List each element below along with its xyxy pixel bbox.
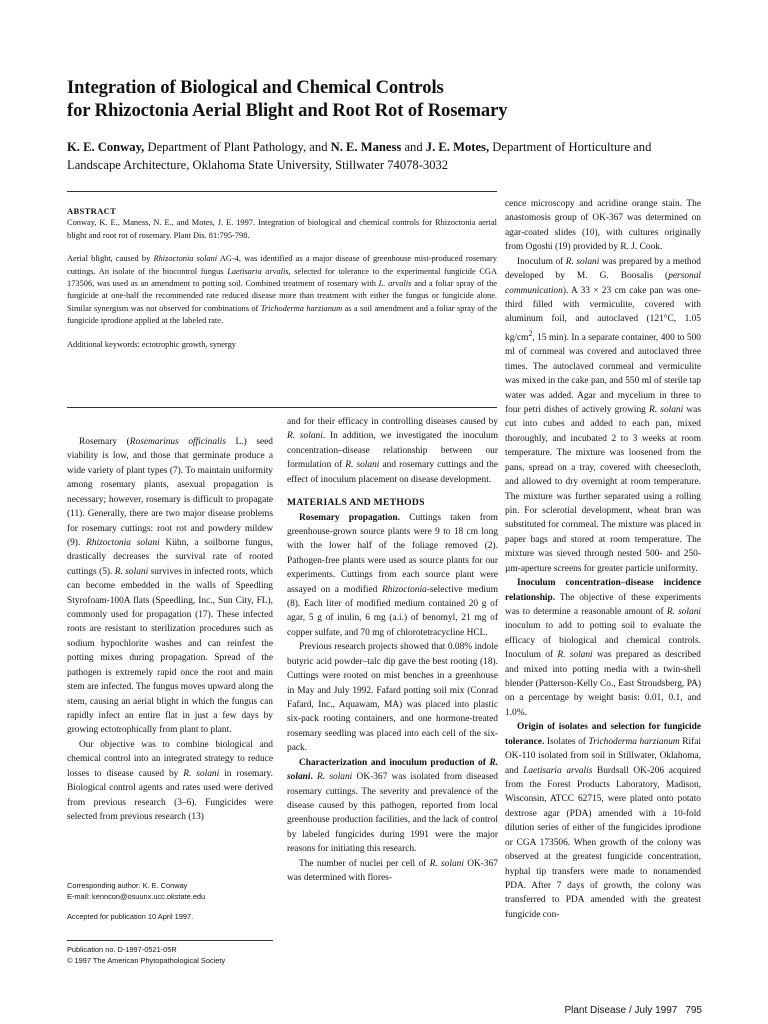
isolate-origin-paragraph: Origin of isolates and selection for fungicide tolerance. Isolates of Trichoderma harzianum Rifai OK-110 isolated from soil in Stillwater, Oklahoma, and Laetisaria arvalis Burdsall OK-206 acquired from the Forest Products Laboratory, Madison, Wisconsin, ATCC 62715, were plated onto potato dextrose agar (PDA) amended with a 10-fold dilution series of either of the fungicides iprodione or CGA 173506. When growth of the colony was observed at the greatest fungicide concentration, hyphal tip transfers were made to nonamended PDA. After 7 days of growth, the colony was transferred to PDA amended with the greatest fungicide con- — [505, 722, 701, 920]
abstract-heading: ABSTRACT — [67, 206, 117, 216]
intro-paragraph-1: Rosemary (Rosemarinus officinalis L.) seed viability is low, and those that germinate produce a wide variety of plant types (7). To maintain uniformity among rosemary plants, asexual propagation is necessary; however, rosemary is difficult to propagate (11). Generally, there are two major disease problems for rosemary cuttings: root rot and powdery mildew (9). Rhizoctonia solani Kühn, a soilborne fungus, drastically decreases the survival rate of rooted cuttings (5). R. solani survives in infected roots, which can become embedded in the walls of Speedling Styrofoam-100A flats (Speedling, Inc., Sun City, FL), commonly used for propagation (17). These infected roots are resistant to sterilization procedures such as sodium hypochlorite washes and can reinfest the potting mixes during propagation. Spread of the pathogen is extremely rapid once the root and main stem are infected. The fungus moves upward along the stem, causing an aerial blight in which the fungus can rapidly infect an entire flat in just a few days by growing ectotrophically from plant to plant. — [67, 437, 273, 736]
author-conway: K. E. Conway, — [67, 140, 145, 154]
inoculum-concentration-paragraph: Inoculum concentration–disease incidence relationship. The objective of these experiments was to determine a reasonable amount of R. solani inoculum to add to potting soil to evaluate the efficacy of biological and chemical controls. Inoculum of R. solani was prepared as described and mixed into potting media with a twin-shell blender (Patterson-Kelly Co., East Stroudsberg, PA) on a percentage by weight basis: 0.01, 0.1, and 1.0%. — [505, 578, 701, 718]
author-conjunction: and — [401, 140, 426, 154]
correspondence-note — [67, 881, 273, 923]
abstract-top-rule — [67, 191, 497, 192]
copyright-line: © 1997 The American Phytopathological Society — [67, 955, 226, 965]
page-number: 795 — [685, 1005, 702, 1016]
body-column-3 — [505, 197, 701, 922]
abstract-body: Aerial blight, caused by Rhizoctonia solani AG-4, was identified as a major disease of greenhouse mist-produced rosemary cuttings. An isolate of the biocontrol fungus Laetisaria arvalis, selected for tolerance to the experimental fungicide CGA 173506, was used as an amendment to potting soil. Combined treatment of rosemary with L. arvalis and a foliar spray of the fungicide at one-half the recommended rate reduced disease more than treatment with either the fungus or fungicide alone. Similar synergism was not observed for combinations of Trichoderma harzianum as a soil amendment and a foliar spray of the fungicide iprodione applied at the labeled rate. — [67, 254, 498, 326]
intro-continuation: and for their efficacy in controlling diseases caused by R. solani. In addition, we investigated the inoculum concentration–disease relationship between our formulation of R. solani and rosemary cuttings and the effect of inoculum placement on disease development. — [287, 417, 499, 485]
journal-issue: Plant Disease / July 1997 — [564, 1005, 678, 1016]
author-block — [67, 138, 707, 174]
section-heading-methods: MATERIALS AND METHODS — [287, 497, 425, 509]
title-line-2: for Rhizoctonia Aerial Blight and Root Rot of Rosemary — [67, 100, 508, 121]
author-email: E-mail: kenncon@osuunx.ucc.okstate.edu — [67, 891, 206, 901]
article-title — [67, 76, 707, 122]
abstract-citation: Conway, K. E., Maness, N. E., and Motes, J. E. 1997. Integration of biological and chemical controls for Rhizoctonia aerial blight and root rot of rosemary. Plant Dis. 81:795-798. — [67, 218, 497, 240]
rooting-paragraph: Previous research projects showed that 0.08% indole butyric acid powder–talc dip gave the best rooting (18). Cuttings were rooted on mist benches in a greenhouse in May and July 1992. Fafard potting soil mix (Conrad Fafard, Inc., Aquawam, MA) was placed into plastic six-pack rooting containers, and one hormone-treated rosemary seedling was placed into each cell of the six-pack. — [287, 642, 498, 754]
inoculum-preparation-paragraph: Inoculum of R. solani was prepared by a method developed by M. G. Boosalis (personal communication). A 33 × 23 cm cake pan was one-third filled with vermiculite, covered with aluminum foil, and autoclaved (121°C, 1.05 $kg/cm^2$, 15 min). In a separate container, 400 to 500 ml of cornmeal was covered and autoclaved three times. The autoclaved cornmeal and vermiculite was mixed in the cake pan, and 550 ml of sterile tap water was added. Agar and mycelium in three to four petri dishes of actively growing R. solani was cut into cubes and added to each pan, mixed thoroughly, and incubated 2 to 3 weeks at room temperature. The mixture was loosened from the pans, spread on a tray, covered with cheesecloth, and allowed to dry overnight at room temperature. The mixture was further separated using a rolling pin. For sclerotial development, wheat bran was substituted for cornmeal. The mixture was placed in paper bags and stored at room temperature. The mixture was sieved through nested 500- and 250-µm-aperture screens for greater particle uniformity. — [505, 256, 701, 574]
microscopy-continuation: cence microscopy and acridine orange stain. The anastomosis group of OK-367 was determined on agar-coated slides (10), with cultures originally from Ogoshi (19) provided by R. J. Cook. — [505, 199, 701, 253]
body-column-2 — [287, 415, 498, 885]
abstract-keywords: Additional keywords: ectotrophic growth, synergy — [67, 339, 236, 349]
body-column-1 — [67, 435, 273, 824]
author-conway-dept: Department of Plant Pathology, and — [144, 140, 331, 154]
characterization-paragraph: Characterization and inoculum production of R. solani. R. solani OK-367 was isolated from diseased rosemary cuttings. The severity and prevalence of the disease caused by this pathogen, reported from local greenhouse production facilities, and the lack of control by labeled fungicides during 1991 were the major reasons for initiating this research. — [287, 757, 498, 855]
publication-rule — [67, 940, 273, 941]
publication-info — [67, 945, 273, 966]
abstract-bottom-rule — [67, 407, 497, 408]
publication-number: Publication no. D-1997-0521-05R — [67, 945, 177, 954]
corresponding-author: Corresponding author: K. E. Conway — [67, 881, 188, 890]
author-motes-dept: Department of Horticulture and Landscape Architecture, Oklahoma State University, Stillwater 74078-3032 — [67, 140, 652, 172]
intro-paragraph-2: Our objective was to combine biological and chemical control into an integrated strategy to reduce losses to disease caused by R. solani in rosemary. Biological control agents and rates used were derived from previous research (3–6). Fungicides were selected from previous research (13) — [67, 739, 273, 822]
page-footer — [532, 1005, 702, 1016]
title-line-1: Integration of Biological and Chemical Controls — [67, 77, 444, 98]
rosemary-propagation-paragraph: Rosemary propagation. Cuttings taken from greenhouse-grown source plants were 9 to 18 cm long with the lower half of the foliage removed (2). Pathogen-free plants were used as source plants for our experiments. Cuttings from each source plant were assayed on a modified Rhizoctonia-selective medium (8). Each liter of modified medium contained 20 g of agar, 5 g of inulin, 6 mg (a.i.) of benomyl, 21 mg of copper sulfate, and 70 mg of chlorotetracycline HCL. — [287, 512, 498, 638]
abstract-block — [67, 205, 497, 351]
nuclei-paragraph: The number of nuclei per cell of R. solani OK-367 was determined with flores- — [287, 858, 498, 884]
author-maness: N. E. Maness — [330, 140, 402, 154]
accepted-date: Accepted for publication 10 April 1997. — [67, 912, 194, 921]
author-motes: J. E. Motes, — [425, 140, 490, 154]
